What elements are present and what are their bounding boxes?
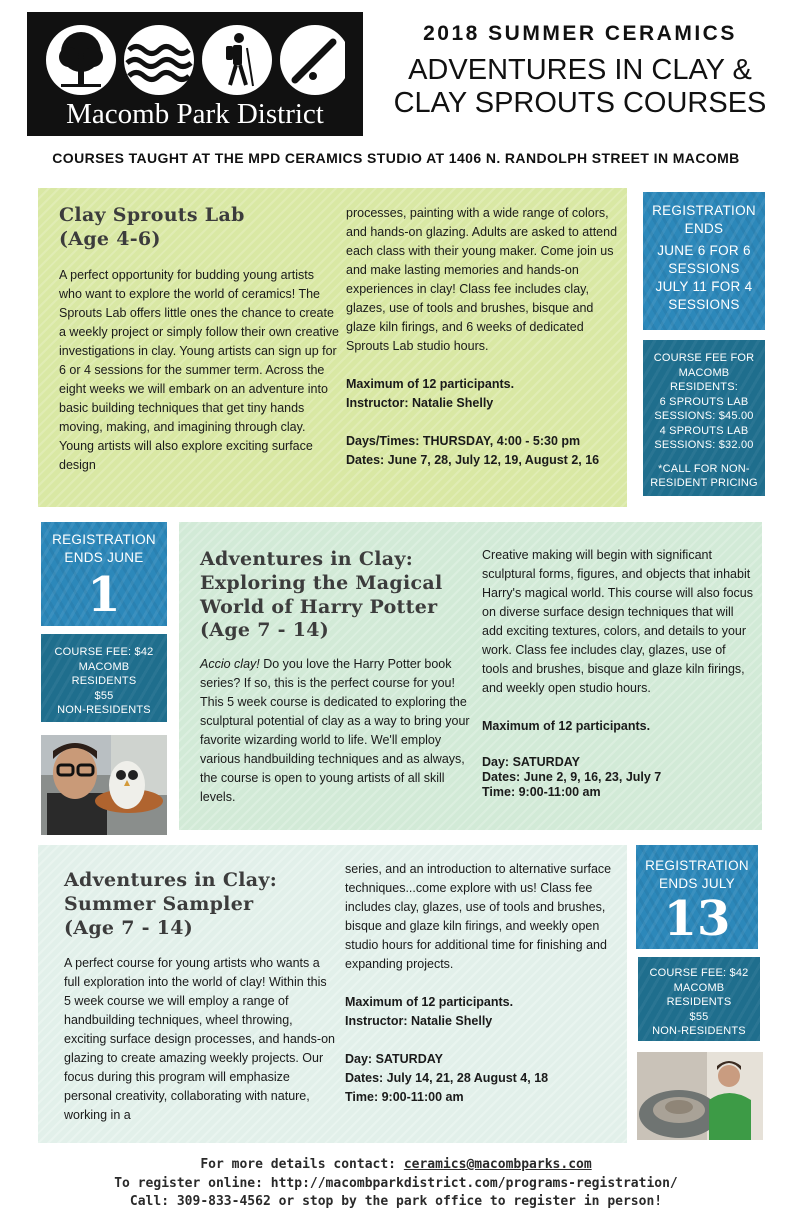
fee-line: SESSIONS: $32.00 — [654, 439, 754, 451]
macomb-park-district-logo — [27, 12, 363, 136]
harry-potter-panel — [179, 522, 762, 830]
clay-sprouts-fee-box — [643, 340, 765, 496]
sampler-dates: Dates: July 14, 21, 28 August 4, 18 — [345, 1071, 549, 1085]
potter-registration-box — [41, 522, 167, 626]
sampler-age: (Age 7 - 14) — [64, 916, 194, 939]
potter-description-1 — [200, 655, 472, 807]
reg-label: ENDS — [684, 221, 724, 236]
student-pottery-wheel-photo — [637, 1052, 763, 1140]
tree-icon — [46, 25, 116, 95]
title-line-3: CLAY SPROUTS COURSES — [393, 87, 767, 120]
clay-sprouts-max: Maximum of 12 participants. — [346, 377, 515, 391]
sampler-day: Day: SATURDAY — [345, 1052, 443, 1066]
contact-line — [0, 1156, 792, 1175]
fee-line: 6 SPROUTS LAB — [659, 395, 749, 408]
title-line-1: 2018 SUMMER CERAMICS — [423, 22, 737, 45]
clay-sprouts-age: (Age 4-6) — [59, 227, 161, 250]
sampler-time: Time: 9:00-11:00 am — [345, 1090, 464, 1104]
page-title — [378, 22, 782, 121]
clay-sprouts-dates: Dates: June 7, 28, July 12, 19, August 2, 16 — [346, 453, 600, 467]
hiker-icon — [202, 25, 272, 95]
clay-sprouts-days: Days/Times: THURSDAY, 4:00 - 5:30 pm — [346, 434, 581, 448]
clay-sprouts-instructor: Instructor: Natalie Shelly — [346, 396, 494, 410]
contact-email-link[interactable]: ceramics@macombparks.com — [403, 1157, 592, 1172]
clay-sprouts-description-2: processes, painting with a wide range of colors, and hands-on glazing. Adults are asked to attend each class with their young maker. Come join us and make lasting memories and hands-on experiences in clay! Class fee includes clay, glazes, use of tools and brushes, bisque and glaze kiln firings, and 6 weeks of dedicated Sprouts Lab studio hours. — [346, 206, 618, 353]
sampler-fee-box — [638, 957, 760, 1041]
potter-title-line-2: Exploring the Magical — [200, 571, 443, 594]
sampler-instructor: Instructor: Natalie Shelly — [345, 1014, 493, 1028]
location-subheading: COURSES TAUGHT AT THE MPD CERAMICS STUDIO AT 1406 N. RANDOLPH STREET IN MACOMB — [52, 150, 740, 166]
reg-date-number: 1 — [87, 567, 121, 623]
sampler-description-1: A perfect course for young artists who wants a full exploration into the world of clay! Within this 5 week course we will employ a range of handbuilding techniques, wheel throwing, exciting surface design processes, and hands-on glazing to create amazing weekly projects. Our focus during this program will emphasize personal creativity, collaborating with nature, working in a — [64, 956, 335, 1123]
fee-line: COURSE FEE: $42 — [649, 967, 749, 979]
sampler-description-2: series, and an introduction to alternative surface techniques...come explore with us! Class fee includes clay, glazes, use of tools and brushes, bisque and glaze kiln firings, and weekly open studio hours for additional time for finishing and expanding projects. — [345, 862, 612, 971]
reg-label: ENDS JULY — [659, 876, 735, 891]
student-owl-sculpture-photo — [41, 735, 167, 835]
fee-line: NON-RESIDENTS — [57, 704, 151, 716]
reg-label: ENDS JUNE — [64, 550, 144, 565]
reg-label: REGISTRATION — [52, 532, 156, 547]
register-online-line[interactable]: To register online: http://macombparkdistrict.com/programs-registration/ — [114, 1175, 678, 1191]
call-line: Call: 309-833-4562 or stop by the park office to register in person! — [129, 1194, 663, 1209]
potter-title-line-1: Adventures in Clay: — [200, 548, 414, 570]
fee-note: *CALL FOR NON- — [658, 462, 750, 475]
fee-line: MACOMB — [678, 366, 730, 379]
reg-deadline-4: JULY 11 FOR 4 — [655, 279, 753, 294]
reg-label: REGISTRATION — [652, 203, 756, 218]
reg-label: REGISTRATION — [645, 858, 749, 873]
potter-age: (Age 7 - 14) — [200, 619, 330, 642]
fee-line: RESIDENTS: — [669, 381, 738, 393]
potter-description-2: Creative making will begin with significant sculptural forms, figures, and objects that inhabit Harry's magical world. This course will also focus on diverse surface design techniques that will add exciting textures, colors, and details to your work. Class fee includes clay, glazes, use of tools and brushes, bisque and glaze kiln firings, and weekly open studio hours. — [482, 548, 753, 695]
fee-line: SESSIONS: $45.00 — [654, 410, 754, 422]
sampler-registration-box — [636, 845, 758, 949]
fee-line: RESIDENTS — [71, 675, 137, 687]
potter-description-1-text: Do you love the Harry Potter book series? If so, this is the perfect course for you! This 5 week course is dedicated to exploring the sculptural potential of clay as a way to bring your favorite wizarding world to life. We'll employ various handbuilding techniques and as always, the course is open to young artists of all skill levels. — [200, 657, 470, 804]
clay-sprouts-title: Clay Sprouts Lab — [59, 204, 245, 226]
contact-footer — [0, 1156, 792, 1212]
potter-title-line-3: World of Harry Potter — [200, 595, 438, 618]
sampler-title-line-2: Summer Sampler — [64, 892, 254, 915]
fee-note: RESIDENT PRICING — [650, 477, 758, 489]
summer-sampler-panel — [38, 845, 627, 1143]
potter-dates: Dates: June 2, 9, 16, 23, July 7 — [482, 770, 662, 784]
fee-line: COURSE FEE FOR — [653, 352, 755, 364]
fee-line: COURSE FEE: $42 — [54, 646, 154, 658]
clay-sprouts-description-1: A perfect opportunity for budding young artists who want to explore the world of ceramics! The Sprouts Lab offers little ones the chance to create a weekly project or simply follow their own creative investigations in clay. Young artists can sign up for 6 or 4 sessions for the summer term. Across the eight weeks we will embark on an adventure into basic building techniques that get tiny hands moving, making, and imagining through clay. Young artists will also explore exciting surface design — [59, 267, 339, 472]
fee-line: NON-RESIDENTS — [652, 1025, 746, 1037]
fee-line: $55 — [94, 689, 114, 702]
potter-day: Day: SATURDAY — [482, 755, 580, 769]
potter-max: Maximum of 12 participants. — [482, 719, 651, 733]
sampler-title-line-1: Adventures in Clay: — [64, 869, 278, 891]
org-name: Macomb Park District — [66, 98, 324, 130]
logo-icons — [45, 24, 345, 96]
contact-prefix: For more details contact: — [200, 1157, 404, 1172]
reg-deadline-6: JUNE 6 FOR 6 — [657, 243, 751, 258]
potter-fee-box — [41, 634, 167, 722]
sampler-max: Maximum of 12 participants. — [345, 995, 514, 1009]
accio-clay: Accio clay! — [200, 657, 260, 671]
reg-deadline-4: SESSIONS — [668, 297, 740, 312]
fee-line: RESIDENTS — [666, 996, 732, 1008]
baseball-bat-icon — [280, 25, 345, 95]
fee-line: MACOMB — [78, 660, 130, 673]
fee-line: MACOMB — [673, 981, 725, 994]
title-line-2: ADVENTURES IN CLAY & — [408, 54, 752, 86]
potter-time: Time: 9:00-11:00 am — [482, 785, 601, 799]
fee-line: $55 — [689, 1010, 709, 1023]
clay-sprouts-registration-box — [643, 192, 765, 330]
clay-sprouts-panel — [38, 188, 627, 507]
water-waves-icon — [124, 25, 194, 95]
reg-deadline-6: SESSIONS — [668, 261, 740, 276]
fee-line: 4 SPROUTS LAB — [659, 424, 749, 437]
reg-date-number: 13 — [663, 891, 731, 947]
